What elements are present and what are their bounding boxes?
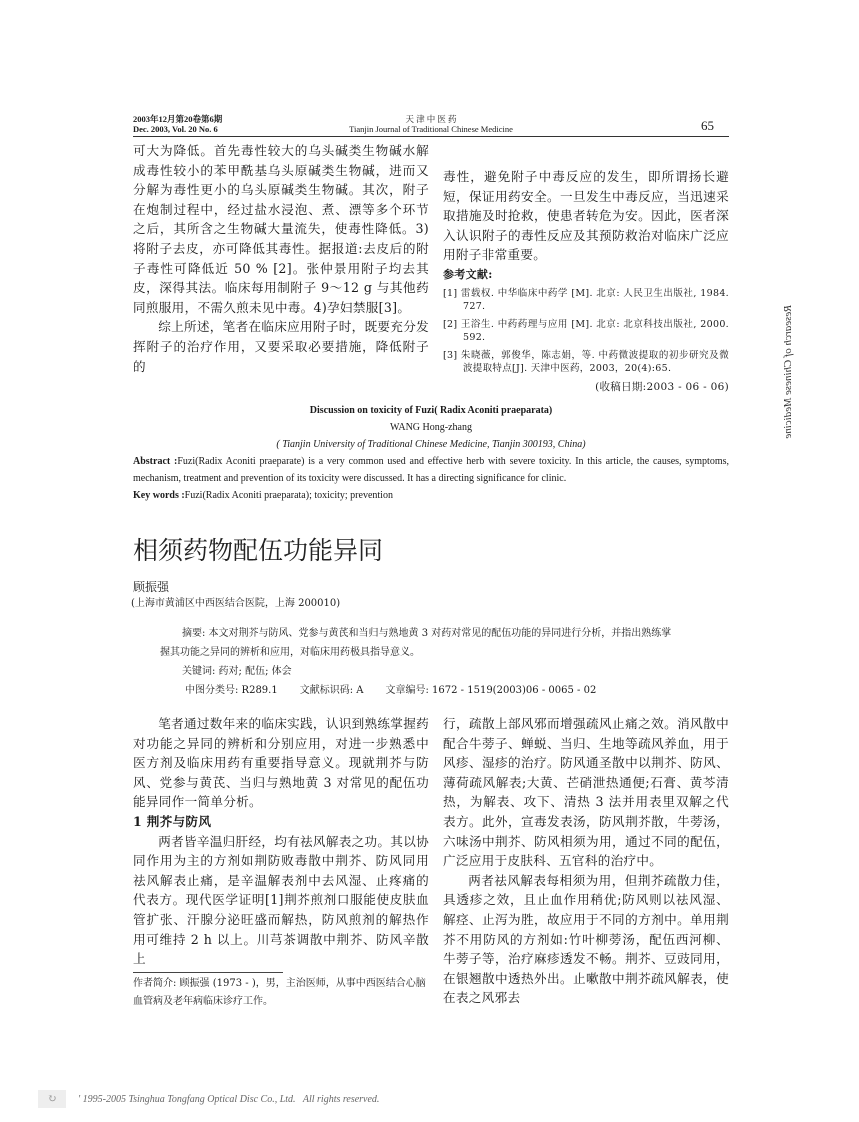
references-list xyxy=(443,287,729,376)
issue-info xyxy=(133,114,303,134)
prev-right-column xyxy=(443,167,729,394)
journal-cn: 天 津 中 医 药 xyxy=(405,114,457,124)
issue-en: Dec. 2003, Vol. 20 No. 6 xyxy=(133,124,218,134)
paragraph: 可大为降低。首先毒性较大的乌头碱类生物碱水解成毒性较小的苯甲酰基乌头原碱类生物碱，进而又分解为毒性更小的乌头原碱类生物碱。其次，附子在炮制过程中，经过盐水浸泡、煮、漂等多个环节之后，其所含之生物碱大量流失，使毒性降低。3)将附子去皮，亦可降低其毒性。据报道:去皮后的附子毒性可降低近 50 % [2]。张仲景用附子均去其皮，深得其法。临床每用制附子 9～12 g 与其他药同煎服用，不需久煎未见中毒。4)孕妇禁服[3]。 xyxy=(133,143,429,315)
copyright-footer: ' 1995-2005 Tsinghua Tongfang Optical Disc Co., Ltd. All rights reserved. xyxy=(78,1093,380,1105)
prev-left-column xyxy=(133,141,429,376)
abstract-label: Abstract : xyxy=(133,455,178,467)
class-number: 中图分类号: R289.1 xyxy=(185,684,278,696)
page-footer xyxy=(38,1070,729,1108)
article-title: 相须药物配伍功能异同 xyxy=(133,535,384,565)
article-number: 文章编号: 1672 - 1519(2003)06 - 0065 - 02 xyxy=(385,684,597,696)
issue-cn: 2003年12月第20卷第6期 xyxy=(133,114,223,124)
paragraph: 两者皆辛温归肝经，均有祛风解表之功。其以协同作用为主的方剂如荆防败毒散中荆芥、防风同用祛风解表止痛，是辛温解表剂中去风湿、止疼痛的代表方。现代医学证明[1]荆芥煎剂口服能使皮肤血管扩张、汗腺分泌旺盛而解热，防风煎剂的解热作用可维持 2 h 以上。川芎茶调散中荆芥、防风辛散上 xyxy=(133,833,429,967)
article-columns xyxy=(133,714,729,1011)
paragraph: 两者祛风解表每相须为用，但荆芥疏散力佳，具透疹之效，且止血作用稍优;防风则以祛风湿、解痉、止泻为胜，故应用于不同的方剂中。单用荆芥不用防风的方剂如:竹叶柳蒡汤，配伍西河柳、牛蒡子等，治疗麻疹透发不畅。荆芥、豆豉同用，在银翘散中透热外出。止嗽散中荆芥疏风解表，使在表之风邪去 xyxy=(443,872,729,1006)
article-abstract: 摘要: 本文对荆芥与防风、党参与黄芪和当归与熟地黄 3 对药对常见的配伍功能的异同进行分析，并指出熟练掌握其功能之异同的辨析和应用，对临床用药极具指导意义。 xyxy=(160,627,672,658)
article-ids xyxy=(185,681,729,700)
section-heading: 1 荆芥与防风 xyxy=(133,813,212,829)
journal-en: Tianjin Journal of Traditional Chinese Medicine xyxy=(349,124,513,134)
doc-code: 文献标识码: A xyxy=(299,684,364,696)
publisher-logo-icon: ↻ xyxy=(38,1090,66,1108)
article-author: 顾振强 xyxy=(133,579,170,594)
paragraph: 行，疏散上部风邪而增强疏风止痛之效。消风散中配合牛蒡子、蝉蜕、当归、生地等疏风养血，用于风疹、湿疹的治疗。防风通圣散中以荆芥、防风、薄荷疏风解表;大黄、芒硝泄热通便;石膏、黄芩清热，为解表、攻下、清热 3 法并用表里双解之代表方。此外，宣毒发表汤，防风荆芥散，牛蒡汤，六味汤中荆芥、防风相须为用，通过不同的配伍，广泛应用于皮肤科、五官科的治疗中。 xyxy=(443,715,729,869)
article-affiliation: (上海市黄浦区中西医结合医院，上海 200010) xyxy=(131,597,341,609)
received-date: (收稿日期:2003 - 06 - 06) xyxy=(595,380,729,393)
reference-item: [3] 朱晓薇，郭俊华，陈志娟，等. 中药微波提取的初步研究及微波提取特点[J]. 天津中医药，2003，20(4):65. xyxy=(443,349,729,375)
english-title: Discussion on toxicity of Fuzi( Radix Aconiti praeparata) xyxy=(309,404,553,416)
running-header xyxy=(133,114,729,137)
article-left-column xyxy=(133,714,429,1011)
keywords-text: Fuzi(Radix Aconiti praeparata); toxicity; prevention xyxy=(184,489,393,501)
article-keywords: 关键词: 药对; 配伍; 体会 xyxy=(182,665,292,677)
author-footnote: 作者简介: 顾振强 (1973 - )，男，主治医师，从事中西医结合心脑血管病及老年病临床诊疗工作。 xyxy=(133,977,426,1007)
watermark: Research of Chinese Medicine xyxy=(782,305,794,439)
journal-name xyxy=(349,114,513,134)
english-abstract xyxy=(133,402,729,504)
page-number: 65 xyxy=(701,118,714,133)
keywords-label: Key words : xyxy=(133,489,185,501)
footnote-rule xyxy=(133,972,283,973)
references-title: 参考文献: xyxy=(443,267,493,281)
paragraph: 笔者通过数年来的临床实践，认识到熟练掌握药对功能之异同的辨析和分别应用，对进一步熟悉中医方剂及临床用药有重要指导意义。现就荆芥与防风、党参与黄芪、当归与熟地黄 3 对常见的配伍功能异同作一简单分析。 xyxy=(133,715,429,810)
article-right-column xyxy=(443,714,729,1008)
paragraph: 综上所述，笔者在临床应用附子时，既要充分发挥附子的治疗作用，又要采取必要措施，降低附子的 xyxy=(133,319,429,374)
english-author: WANG Hong-zhang xyxy=(390,421,472,433)
paragraph: 毒性，避免附子中毒反应的发生，即所谓扬长避短，保证用药安全。一旦发生中毒反应，当迅速采取措施及时抢救，使患者转危为安。因此，医者深入认识附子的毒性反应及其预防救治对临床广泛应用附子非常重要。 xyxy=(443,169,729,263)
reference-item: [1] 雷载权. 中华临床中药学 [M]. 北京: 人民卫生出版社, 1984. 727. xyxy=(443,287,729,313)
reference-item: [2] 王浴生. 中药药理与应用 [M]. 北京: 北京科技出版社, 2000. 592. xyxy=(443,318,729,344)
abstract-text: Fuzi(Radix Aconiti praeparate) is a very common used and effective herb with severe toxicity. In this article, the causes, symptoms, mechanism, treatment and prevention of its toxicity were discussed. It has a directing significance for clinic. xyxy=(133,455,729,484)
english-affiliation: ( Tianjin University of Traditional Chinese Medicine, Tianjin 300193, China) xyxy=(276,438,586,450)
prev-article-columns xyxy=(133,141,729,394)
